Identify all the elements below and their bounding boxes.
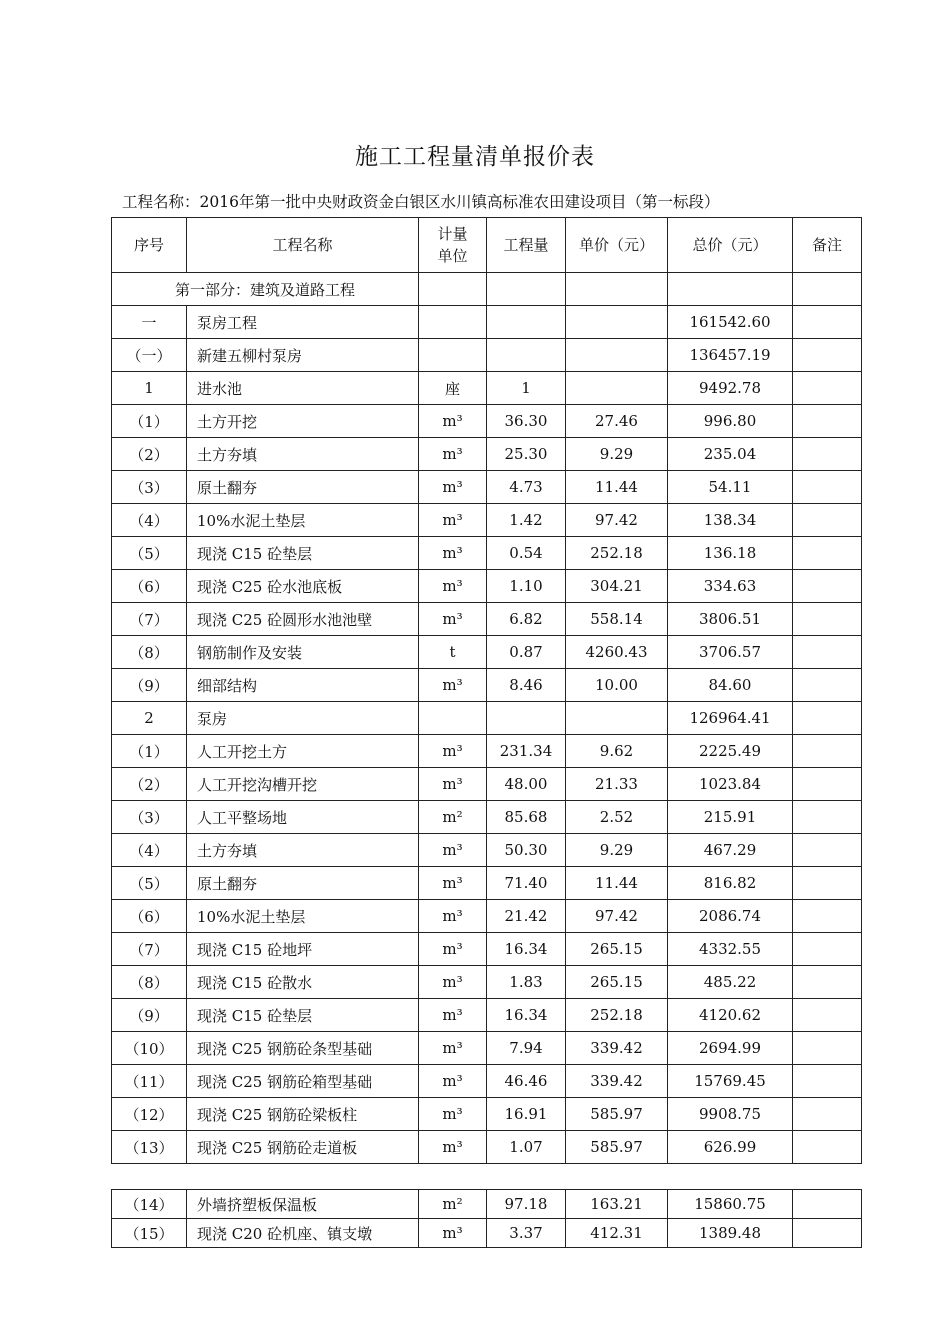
- cell-total: 467.29: [668, 834, 793, 867]
- cell-qty: 1.07: [487, 1131, 566, 1164]
- cell-qty: 3.37: [487, 1219, 566, 1248]
- table-row: [112, 1219, 862, 1248]
- cell-price: 265.15: [566, 966, 668, 999]
- cell-price: 339.42: [566, 1032, 668, 1065]
- header-qty: 工程量: [487, 218, 566, 273]
- cell-remark: [793, 471, 862, 504]
- table-header-row: [112, 218, 862, 273]
- cell-price: 339.42: [566, 1065, 668, 1098]
- table-row: [112, 306, 862, 339]
- cell-name: 新建五柳村泵房: [187, 339, 419, 372]
- cell-seq: （8）: [112, 636, 187, 669]
- cell-total: 84.60: [668, 669, 793, 702]
- table-row: [112, 570, 862, 603]
- table-row: [112, 504, 862, 537]
- cell-remark: [793, 1131, 862, 1164]
- cell-remark: [793, 966, 862, 999]
- cell-total: 996.80: [668, 405, 793, 438]
- table-row: [112, 966, 862, 999]
- cell-remark: [793, 999, 862, 1032]
- cell-total: 4332.55: [668, 933, 793, 966]
- cell-remark: [793, 834, 862, 867]
- cell-name: 现浇 C25 钢筋砼箱型基础: [187, 1065, 419, 1098]
- cell-empty: [566, 273, 668, 306]
- table-row: [112, 1065, 862, 1098]
- cell-qty: 1.42: [487, 504, 566, 537]
- cell-price: [566, 339, 668, 372]
- cell-remark: [793, 933, 862, 966]
- cell-qty: 231.34: [487, 735, 566, 768]
- cell-qty: 0.87: [487, 636, 566, 669]
- cell-remark: [793, 636, 862, 669]
- cell-unit: m³: [419, 768, 487, 801]
- table-row: [112, 1190, 862, 1219]
- cell-total: 334.63: [668, 570, 793, 603]
- cell-empty: [487, 273, 566, 306]
- cell-remark: [793, 1190, 862, 1219]
- quantity-table: [111, 217, 862, 1164]
- header-price: 单价（元）: [566, 218, 668, 273]
- cell-seq: （3）: [112, 801, 187, 834]
- table-row: [112, 1131, 862, 1164]
- table-body-continued: [112, 1190, 862, 1248]
- cell-remark: [793, 504, 862, 537]
- cell-name: 10%水泥土垫层: [187, 900, 419, 933]
- cell-name: 现浇 C20 砼机座、镇支墩: [187, 1219, 419, 1248]
- cell-remark: [793, 669, 862, 702]
- cell-price: 412.31: [566, 1219, 668, 1248]
- cell-seq: （9）: [112, 999, 187, 1032]
- cell-unit: m³: [419, 867, 487, 900]
- cell-total: 626.99: [668, 1131, 793, 1164]
- cell-name: 现浇 C25 钢筋砼梁板柱: [187, 1098, 419, 1131]
- cell-name: 10%水泥土垫层: [187, 504, 419, 537]
- cell-total: 138.34: [668, 504, 793, 537]
- cell-name: 土方夯填: [187, 438, 419, 471]
- cell-remark: [793, 1065, 862, 1098]
- cell-qty: 25.30: [487, 438, 566, 471]
- table-row: [112, 405, 862, 438]
- cell-qty: [487, 339, 566, 372]
- cell-price: 252.18: [566, 537, 668, 570]
- cell-seq: （5）: [112, 867, 187, 900]
- cell-remark: [793, 372, 862, 405]
- cell-qty: 16.34: [487, 999, 566, 1032]
- cell-price: 9.29: [566, 438, 668, 471]
- cell-price: 27.46: [566, 405, 668, 438]
- cell-qty: 36.30: [487, 405, 566, 438]
- cell-qty: 16.91: [487, 1098, 566, 1131]
- cell-qty: 1: [487, 372, 566, 405]
- cell-unit: m²: [419, 801, 487, 834]
- cell-total: 136.18: [668, 537, 793, 570]
- cell-unit: m³: [419, 504, 487, 537]
- cell-total: 2694.99: [668, 1032, 793, 1065]
- document-title: 施工工程量清单报价表: [355, 144, 595, 170]
- cell-seq: （7）: [112, 933, 187, 966]
- cell-total: 1389.48: [668, 1219, 793, 1248]
- cell-unit: [419, 306, 487, 339]
- cell-price: [566, 372, 668, 405]
- cell-remark: [793, 603, 862, 636]
- cell-seq: 一: [112, 306, 187, 339]
- cell-price: 304.21: [566, 570, 668, 603]
- cell-seq: （13）: [112, 1131, 187, 1164]
- cell-seq: （3）: [112, 471, 187, 504]
- cell-unit: m³: [419, 966, 487, 999]
- cell-qty: 71.40: [487, 867, 566, 900]
- cell-remark: [793, 1032, 862, 1065]
- cell-name: 原土翻夯: [187, 867, 419, 900]
- cell-total: 9908.75: [668, 1098, 793, 1131]
- cell-seq: （1）: [112, 405, 187, 438]
- cell-total: 3806.51: [668, 603, 793, 636]
- table-row: [112, 537, 862, 570]
- cell-seq: （12）: [112, 1098, 187, 1131]
- cell-unit: m³: [419, 669, 487, 702]
- cell-seq: （15）: [112, 1219, 187, 1248]
- cell-remark: [793, 867, 862, 900]
- cell-qty: 16.34: [487, 933, 566, 966]
- cell-unit: m³: [419, 570, 487, 603]
- cell-total: 15769.45: [668, 1065, 793, 1098]
- cell-price: [566, 702, 668, 735]
- cell-qty: 46.46: [487, 1065, 566, 1098]
- table-row: [112, 768, 862, 801]
- cell-name: 现浇 C15 砼垫层: [187, 999, 419, 1032]
- cell-qty: 85.68: [487, 801, 566, 834]
- cell-seq: （5）: [112, 537, 187, 570]
- table-row: [112, 669, 862, 702]
- table-row: [112, 471, 862, 504]
- table-row: [112, 636, 862, 669]
- cell-empty: [793, 273, 862, 306]
- cell-price: 163.21: [566, 1190, 668, 1219]
- cell-remark: [793, 801, 862, 834]
- cell-total: 485.22: [668, 966, 793, 999]
- cell-name: 人工开挖沟槽开挖: [187, 768, 419, 801]
- cell-qty: 4.73: [487, 471, 566, 504]
- cell-total: 3706.57: [668, 636, 793, 669]
- table-row: [112, 372, 862, 405]
- cell-total: 136457.19: [668, 339, 793, 372]
- cell-price: 97.42: [566, 900, 668, 933]
- table-row: [112, 735, 862, 768]
- cell-price: 21.33: [566, 768, 668, 801]
- cell-unit: m³: [419, 438, 487, 471]
- cell-qty: 0.54: [487, 537, 566, 570]
- cell-seq: 2: [112, 702, 187, 735]
- cell-name: 外墙挤塑板保温板: [187, 1190, 419, 1219]
- cell-price: 252.18: [566, 999, 668, 1032]
- cell-total: 215.91: [668, 801, 793, 834]
- cell-unit: m³: [419, 1219, 487, 1248]
- cell-unit: m³: [419, 1098, 487, 1131]
- section-row: [112, 273, 862, 306]
- cell-price: 585.97: [566, 1131, 668, 1164]
- section-label: 第一部分：建筑及道路工程: [112, 273, 419, 306]
- cell-remark: [793, 438, 862, 471]
- cell-unit: 座: [419, 372, 487, 405]
- cell-unit: m³: [419, 933, 487, 966]
- cell-price: 2.52: [566, 801, 668, 834]
- cell-name: 现浇 C25 砼水池底板: [187, 570, 419, 603]
- cell-remark: [793, 1219, 862, 1248]
- cell-qty: 7.94: [487, 1032, 566, 1065]
- cell-empty: [419, 273, 487, 306]
- cell-qty: 8.46: [487, 669, 566, 702]
- project-name: 工程名称：2016年第一批中央财政资金白银区水川镇高标准农田建设项目（第一标段）: [122, 193, 720, 211]
- table-row: [112, 702, 862, 735]
- cell-name: 泵房: [187, 702, 419, 735]
- cell-unit: m³: [419, 1065, 487, 1098]
- cell-total: 4120.62: [668, 999, 793, 1032]
- cell-qty: 48.00: [487, 768, 566, 801]
- cell-seq: （14）: [112, 1190, 187, 1219]
- cell-name: 现浇 C15 砼散水: [187, 966, 419, 999]
- cell-total: 235.04: [668, 438, 793, 471]
- cell-qty: 1.10: [487, 570, 566, 603]
- cell-seq: （一）: [112, 339, 187, 372]
- cell-unit: m³: [419, 405, 487, 438]
- cell-name: 进水池: [187, 372, 419, 405]
- cell-total: 9492.78: [668, 372, 793, 405]
- table-row: [112, 999, 862, 1032]
- cell-remark: [793, 900, 862, 933]
- table-row: [112, 438, 862, 471]
- cell-total: 1023.84: [668, 768, 793, 801]
- cell-unit: m³: [419, 471, 487, 504]
- cell-total: 15860.75: [668, 1190, 793, 1219]
- cell-name: 现浇 C25 钢筋砼走道板: [187, 1131, 419, 1164]
- cell-seq: （8）: [112, 966, 187, 999]
- header-remark: 备注: [793, 218, 862, 273]
- cell-seq: （4）: [112, 504, 187, 537]
- cell-seq: （2）: [112, 438, 187, 471]
- cell-seq: 1: [112, 372, 187, 405]
- quantity-table-continued: [111, 1189, 862, 1248]
- header-seq: 序号: [112, 218, 187, 273]
- cell-total: 161542.60: [668, 306, 793, 339]
- table-row: [112, 834, 862, 867]
- cell-unit: m³: [419, 603, 487, 636]
- cell-unit: m³: [419, 999, 487, 1032]
- cell-qty: 6.82: [487, 603, 566, 636]
- cell-name: 现浇 C25 砼圆形水池池壁: [187, 603, 419, 636]
- cell-total: 126964.41: [668, 702, 793, 735]
- cell-remark: [793, 537, 862, 570]
- cell-price: [566, 306, 668, 339]
- table-row: [112, 1032, 862, 1065]
- cell-empty: [668, 273, 793, 306]
- cell-total: 2225.49: [668, 735, 793, 768]
- cell-unit: m³: [419, 1131, 487, 1164]
- table-row: [112, 1098, 862, 1131]
- cell-name: 细部结构: [187, 669, 419, 702]
- cell-price: 265.15: [566, 933, 668, 966]
- cell-name: 土方夯填: [187, 834, 419, 867]
- cell-unit: m³: [419, 537, 487, 570]
- cell-remark: [793, 339, 862, 372]
- cell-price: 4260.43: [566, 636, 668, 669]
- cell-total: 54.11: [668, 471, 793, 504]
- cell-name: 现浇 C25 钢筋砼条型基础: [187, 1032, 419, 1065]
- cell-seq: （6）: [112, 570, 187, 603]
- cell-unit: [419, 339, 487, 372]
- header-unit-line2: 单位: [437, 247, 468, 265]
- header-total: 总价（元）: [668, 218, 793, 273]
- cell-remark: [793, 768, 862, 801]
- table-row: [112, 867, 862, 900]
- cell-price: 9.29: [566, 834, 668, 867]
- cell-seq: （6）: [112, 900, 187, 933]
- cell-name: 钢筋制作及安装: [187, 636, 419, 669]
- cell-price: 558.14: [566, 603, 668, 636]
- cell-seq: （7）: [112, 603, 187, 636]
- cell-name: 泵房工程: [187, 306, 419, 339]
- cell-qty: 50.30: [487, 834, 566, 867]
- cell-price: 585.97: [566, 1098, 668, 1131]
- cell-qty: 21.42: [487, 900, 566, 933]
- cell-unit: t: [419, 636, 487, 669]
- cell-name: 人工平整场地: [187, 801, 419, 834]
- header-unit: [419, 218, 487, 273]
- cell-name: 现浇 C15 砼垫层: [187, 537, 419, 570]
- cell-name: 现浇 C15 砼地坪: [187, 933, 419, 966]
- cell-unit: [419, 702, 487, 735]
- cell-qty: 1.83: [487, 966, 566, 999]
- cell-unit: m²: [419, 1190, 487, 1219]
- cell-qty: 97.18: [487, 1190, 566, 1219]
- cell-seq: （2）: [112, 768, 187, 801]
- cell-unit: m³: [419, 1032, 487, 1065]
- header-name: 工程名称: [187, 218, 419, 273]
- cell-remark: [793, 570, 862, 603]
- cell-seq: （11）: [112, 1065, 187, 1098]
- cell-remark: [793, 735, 862, 768]
- cell-seq: （9）: [112, 669, 187, 702]
- cell-price: 11.44: [566, 867, 668, 900]
- cell-price: 97.42: [566, 504, 668, 537]
- cell-seq: （1）: [112, 735, 187, 768]
- header-unit-line1: 计量: [437, 225, 468, 243]
- cell-seq: （4）: [112, 834, 187, 867]
- table-row: [112, 339, 862, 372]
- table-row: [112, 900, 862, 933]
- cell-unit: m³: [419, 834, 487, 867]
- cell-name: 土方开挖: [187, 405, 419, 438]
- cell-name: 原土翻夯: [187, 471, 419, 504]
- cell-qty: [487, 702, 566, 735]
- cell-name: 人工开挖土方: [187, 735, 419, 768]
- table-body: [112, 306, 862, 1164]
- cell-price: 9.62: [566, 735, 668, 768]
- table-row: [112, 801, 862, 834]
- cell-price: 10.00: [566, 669, 668, 702]
- cell-remark: [793, 405, 862, 438]
- cell-unit: m³: [419, 900, 487, 933]
- table-row: [112, 603, 862, 636]
- cell-remark: [793, 702, 862, 735]
- cell-total: 2086.74: [668, 900, 793, 933]
- cell-unit: m³: [419, 735, 487, 768]
- table-row: [112, 933, 862, 966]
- cell-remark: [793, 306, 862, 339]
- cell-remark: [793, 1098, 862, 1131]
- cell-price: 11.44: [566, 471, 668, 504]
- cell-seq: （10）: [112, 1032, 187, 1065]
- cell-total: 816.82: [668, 867, 793, 900]
- cell-qty: [487, 306, 566, 339]
